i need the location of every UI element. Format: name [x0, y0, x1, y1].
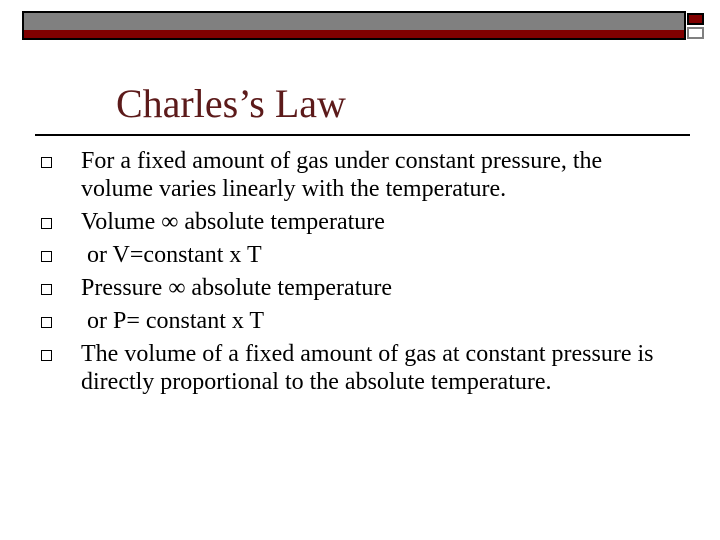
- header-band-stripe: [22, 30, 686, 40]
- bullet-item: [36, 147, 676, 203]
- bullet-text: Volume ∞ absolute temperature: [81, 209, 385, 235]
- bullet-item: [36, 208, 676, 236]
- hollow-square-icon: [41, 317, 52, 328]
- bullet-item: [36, 307, 676, 335]
- hollow-square-icon: [41, 284, 52, 295]
- bullet-text: or V=constant x T: [81, 242, 262, 268]
- bullet-item: [36, 241, 676, 269]
- bullet-text: Pressure ∞ absolute temperature: [81, 275, 393, 301]
- bullet-item: [36, 340, 676, 396]
- hollow-square-icon: [41, 157, 52, 168]
- title-divider: [35, 134, 690, 136]
- hollow-square-icon: [41, 350, 52, 361]
- bullet-list: [36, 147, 676, 401]
- hollow-square-icon: [41, 251, 52, 262]
- hollow-square-icon: [41, 218, 52, 229]
- slide-title: Charles’s Law: [116, 81, 346, 126]
- header-corner-box-filled: [687, 13, 704, 25]
- bullet-text: or P= constant x T: [81, 308, 265, 334]
- header-band: [22, 11, 686, 32]
- bullet-item: [36, 274, 676, 302]
- bullet-text: For a fixed amount of gas under constant pressure, the volume varies linearly with the temperature.: [81, 148, 603, 202]
- header-corner-box-outline: [687, 27, 704, 39]
- bullet-text: The volume of a fixed amount of gas at constant pressure is directly proportional to the absolute temperature.: [81, 341, 654, 395]
